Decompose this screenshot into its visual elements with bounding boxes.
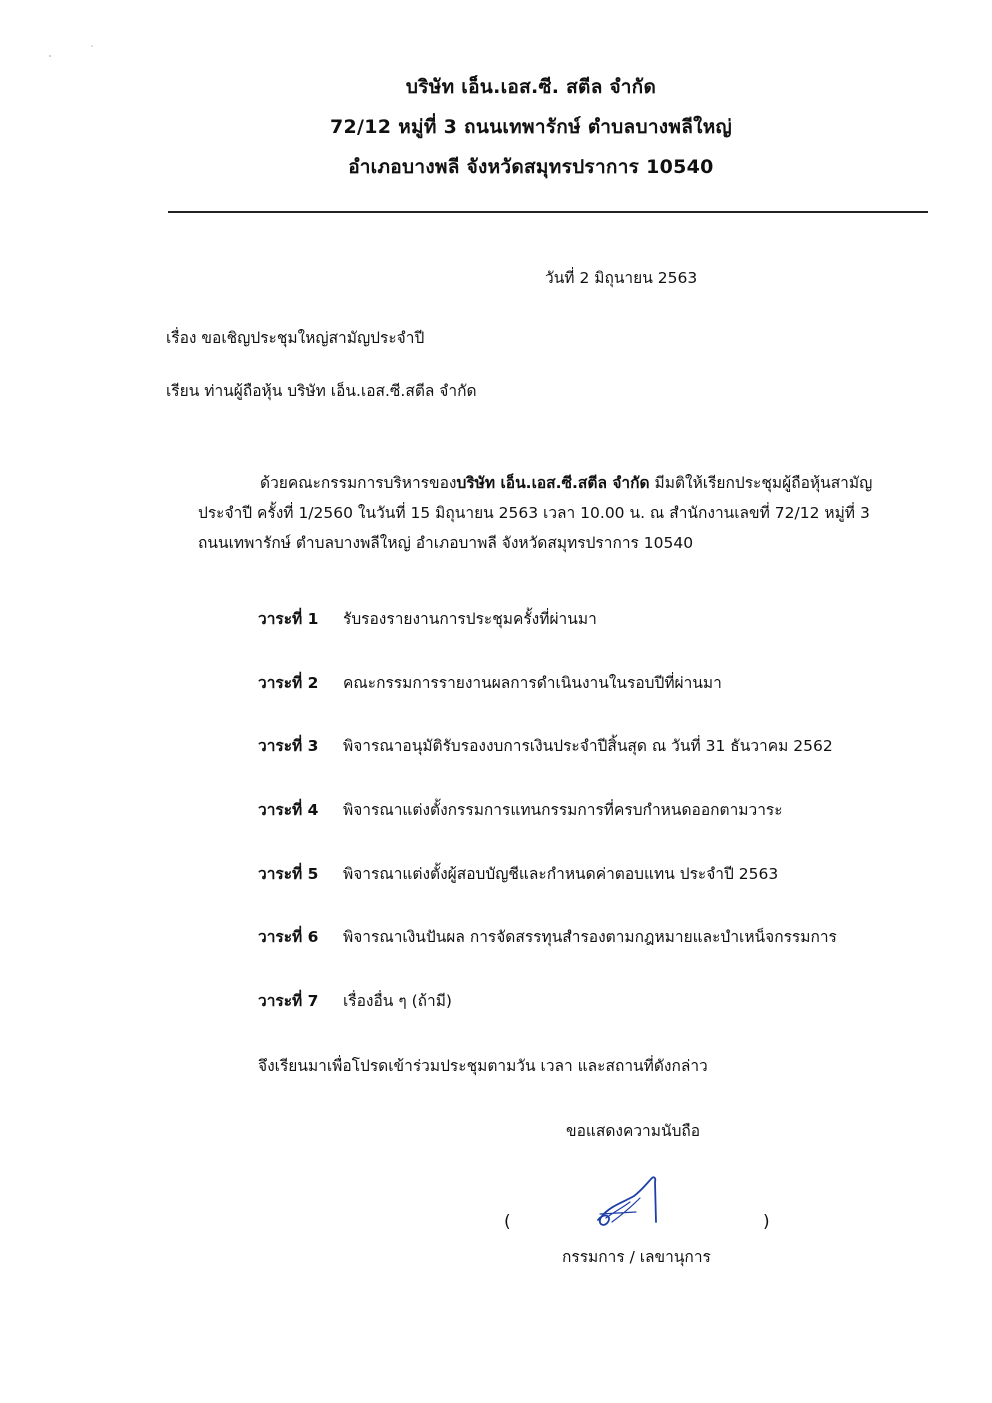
agenda-number: วาระที่ 6 [258, 928, 319, 947]
agenda-text: เรื่องอื่น ๆ (ถ้ามี) [343, 992, 452, 1011]
agenda-list [258, 606, 898, 1052]
agenda-text: พิจารณาแต่งตั้งกรรมการแทนกรรมการที่ครบกำหนดออกตามวาระ [343, 801, 783, 820]
closing-sentence: จึงเรียนมาเพื่อโปรดเข้าร่วมประชุมตามวัน เวลา และสถานที่ดังกล่าว [258, 1057, 708, 1075]
agenda-number: วาระที่ 4 [258, 801, 319, 820]
regards-line: ขอแสดงความนับถือ [566, 1122, 701, 1140]
letter-subject: เรื่อง ขอเชิญประชุมใหญ่สามัญประจำปี [166, 329, 425, 347]
body-line-3: ถนนเทพารักษ์ ตำบลบางพลีใหญ่ อำเภอบาพลี จังหวัดสมุทรปราการ 10540 [198, 534, 694, 552]
agenda-item [258, 733, 898, 797]
company-address-line1: 72/12 หมู่ที่ 3 ถนนเทพารักษ์ ตำบลบางพลีใหญ่ [329, 116, 733, 138]
agenda-number: วาระที่ 1 [258, 610, 319, 628]
agenda-item [258, 861, 898, 925]
agenda-item [258, 924, 898, 988]
letter-recipient: เรียน ท่านผู้ถือหุ้น บริษัท เอ็น.เอส.ซี.สตีล จำกัด [166, 382, 477, 400]
scan-specks [40, 38, 100, 68]
agenda-text: พิจารณาแต่งตั้งผู้สอบบัญชีและกำหนดค่าตอบแทน ประจำปี 2563 [343, 864, 779, 883]
body-line1-suffix: มีมติให้เรียกประชุมผู้ถือหุ้นสามัญ [649, 474, 873, 492]
body-paragraph [198, 468, 943, 558]
signature-close-paren: ) [763, 1212, 770, 1232]
handwritten-signature [590, 1172, 660, 1234]
agenda-item [258, 670, 898, 734]
header-divider [168, 211, 928, 213]
agenda-item [258, 988, 898, 1052]
agenda-item [258, 797, 898, 861]
agenda-text: รับรองรายงานการประชุมครั้งที่ผ่านมา [343, 610, 597, 628]
agenda-number: วาระที่ 7 [258, 992, 319, 1011]
letter-date: วันที่ 2 มิถุนายน 2563 [545, 269, 698, 287]
agenda-number: วาระที่ 3 [258, 737, 319, 756]
signature-open-paren: ( [504, 1212, 511, 1232]
agenda-item [258, 606, 898, 670]
agenda-text: พิจารณาอนุมัติรับรองงบการเงินประจำปีสิ้นสุด ณ วันที่ 31 ธันวาคม 2562 [343, 737, 833, 756]
body-line1-prefix: ด้วยคณะกรรมการบริหารของ [260, 474, 457, 492]
body-company-name: บริษัท เอ็น.เอส.ซี.สตีล จำกัด [456, 474, 650, 492]
agenda-text: พิจารณาเงินปันผล การจัดสรรทุนสำรองตามกฎหมายและบำเหน็จกรรมการ [343, 928, 837, 947]
body-line-1 [198, 468, 943, 498]
agenda-text: คณะกรรมการรายงานผลการดำเนินงานในรอบปีที่ผ่านมา [343, 673, 722, 692]
company-address-line2: อำเภอบางพลี จังหวัดสมุทรปราการ 10540 [348, 156, 714, 178]
agenda-number: วาระที่ 5 [258, 864, 319, 883]
body-line-2: ประจำปี ครั้งที่ 1/2560 ในวันที่ 15 มิถุนายน 2563 เวลา 10.00 น. ณ สำนักงานเลขที่ 72/12 หมู่ที่ 3 [198, 504, 870, 522]
agenda-number: วาระที่ 2 [258, 673, 319, 692]
company-name: บริษัท เอ็น.เอส.ซี. สตีล จำกัด [405, 76, 657, 98]
signer-position: กรรมการ / เลขานุการ [562, 1248, 711, 1266]
